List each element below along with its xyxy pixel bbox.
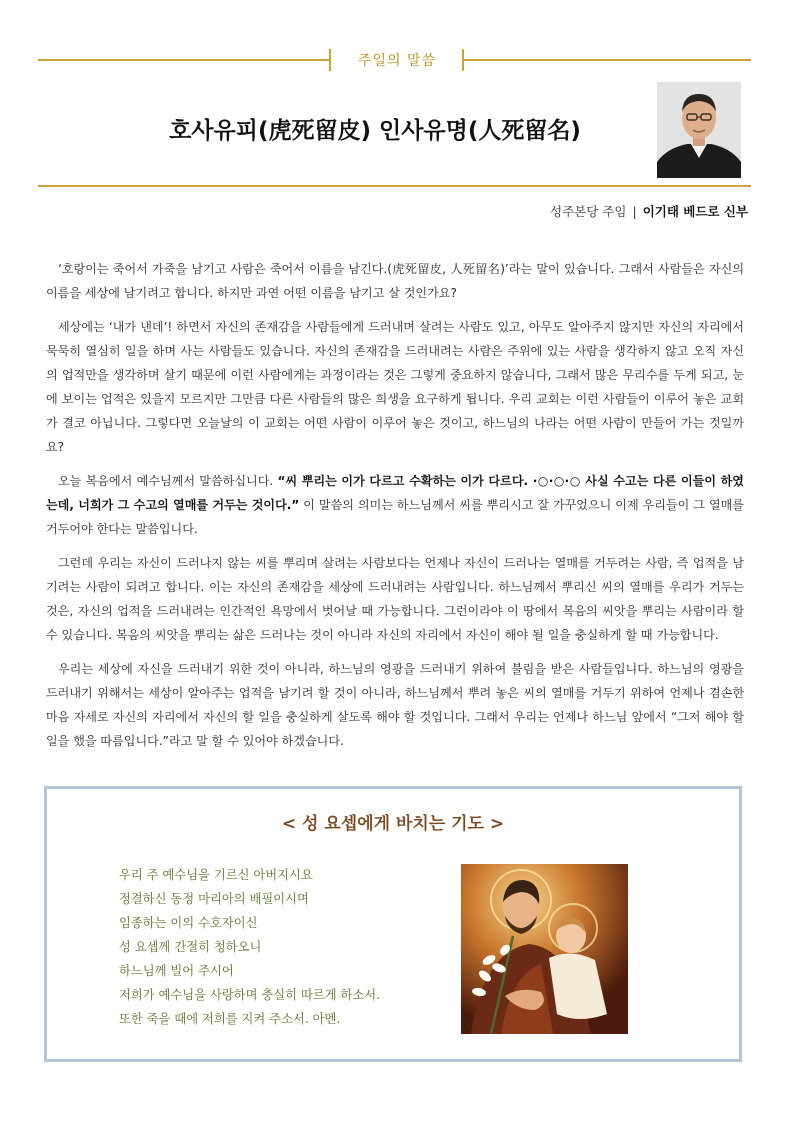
prayer-line: 또한 죽을 때에 저희를 지켜 주소서. 아멘. xyxy=(119,1012,341,1026)
byline-author: 이기태 베드로 신부 xyxy=(642,204,748,219)
st-joseph-image xyxy=(461,864,628,1034)
byline xyxy=(550,202,748,220)
prayer-line: 임종하는 이의 수호자이신 xyxy=(119,916,258,930)
author-portrait xyxy=(657,82,741,178)
gospel-explanation: 이 말씀의 의미는 하느님께서 씨를 뿌리시고 잘 가꾸었으니 이제 우리들이 그 열매를 거두어야 한다는 말씀입니다. xyxy=(46,498,744,536)
prayer-title: < 성 요셉에게 바치는 기도 > xyxy=(281,814,505,834)
prayer-line: 정결하신 동정 마리아의 배필이시며 xyxy=(119,892,309,906)
prayer-line: 우리 주 예수님을 기르신 아버지시요 xyxy=(119,868,313,882)
article-paragraph: 그런데 우리는 자신이 드러나지 않는 씨를 뿌리며 살려는 사람보다는 언제나 자신이 드러나는 열매를 거두려는 사람, 즉 업적을 남기려는 사람이 되려고 합니다. 이는 자신의 존재감을 세상에 드러내려는 사람입니다. 하느님께서 뿌리신 씨의 열매를 우리가 거두는 것은, 자신의 업적을 드러내려는 인간적인 욕망에서 벗어날 때 가능합니다. 그런이라야 이 땅에서 복음의 씨앗을 뿌리는 사람이라 할 수 있습니다. 복음의 씨앗을 뿌리는 삶은 드러나는 것이 아니라 자신의 자리에서 자신이 해야 될 일을 충실하게 할 때 가능합니다. xyxy=(46,556,744,642)
gospel-quote: “씨 뿌리는 이가 다르고 수확하는 이가 다르다. ·○·○·○ 사실 수고는 다른 이들이 하였는데, 너희가 그 수고의 열매를 거두는 것이다.” xyxy=(46,474,744,512)
header-rule-right xyxy=(463,59,751,61)
article-paragraph: 우리는 세상에 자신을 드러내기 위한 것이 아니라, 하느님의 영광을 드러내기 위하여 불림을 받은 사람들입니다. 하느님의 영광을 드러내기 위해서는 세상이 알아주는 업적을 남기려 할 것이 아니라, 하느님께서 뿌려 놓은 씨의 열매를 거두기 위하여 언제나 겸손한 마음 자세로 자신의 자리에서 자신의 할 일을 충실하게 살도록 해야 할 것입니다. 그래서 우리는 언제나 하느님 앞에서 “그저 해야 할 일을 했을 따름입니다.”라고 말 할 수 있어야 하겠습니다. xyxy=(46,662,744,748)
byline-affiliation: 성주본당 주임 xyxy=(550,204,627,219)
prayer-text xyxy=(119,863,380,1031)
section-label: 주일의 말씀 xyxy=(357,53,437,69)
article-paragraph: 세상에는 ‘내가 낸데’! 하면서 자신의 존재감을 사람들에게 드러내며 살려는 사람도 있고, 아무도 알아주지 않지만 자신의 자리에서 묵묵히 열심히 일을 하며 사는 사람들도 있습니다. 자신의 존재감을 드러내려는 사람은 주위에 있는 사람을 생각하지 않고 오직 자신의 업적만을 생각하며 살기 때문에 이런 사람에게는 과정이라는 것은 그렇게 중요하지 않습니다, 그래서 많은 무리수를 두게 되고, 눈에 보이는 업적은 있을지 모르지만 그만큼 다른 사람들의 많은 희생을 요구하게 됩니다. 우리 교회는 이런 사람들이 이루어 놓은 교회가 결코 아닙니다. 그렇다면 오늘날의 이 교회는 어떤 사람이 이루어 놓은 것이고, 하느님의 나라는 어떤 사람이 만들어 가는 것일까요? xyxy=(46,320,744,454)
article-body xyxy=(46,257,744,763)
prayer-line: 성 요셉께 간절히 청하오니 xyxy=(119,940,262,954)
article-paragraph: ‘호랑이는 죽어서 가죽을 남기고 사람은 죽어서 이름을 남긴다.(虎死留皮, 人死留名)’라는 말이 있습니다. 그래서 사람들은 자신의 이름을 세상에 남기려고 합니다. 하지만 과연 어떤 이름을 남기고 살 것인가요? xyxy=(46,262,745,300)
article-paragraph-gospel xyxy=(46,469,744,541)
page-title: 호사유피(虎死留皮) 인사유명(人死留名) xyxy=(169,118,581,144)
prayer-line: 저희가 예수님을 사랑하며 충실히 따르게 하소서. xyxy=(119,988,381,1002)
header-rule-tick-left xyxy=(329,49,331,71)
gospel-intro: 오늘 복음에서 예수님께서 말씀하십니다. xyxy=(58,474,278,488)
byline-separator: | xyxy=(632,204,637,219)
header-rule-left xyxy=(38,59,330,61)
prayer-line: 하느님께 빌어 주시어 xyxy=(119,964,234,978)
header-bottom-rule xyxy=(38,185,751,187)
prayer-box xyxy=(44,786,742,1062)
